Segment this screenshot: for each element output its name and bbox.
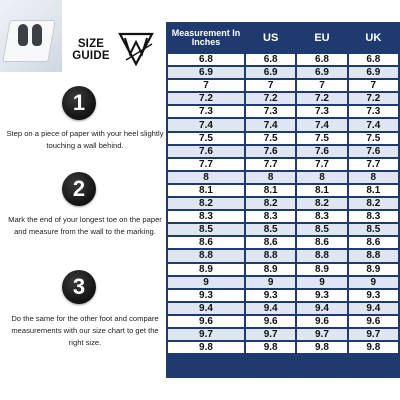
- cell-us: 7.7: [246, 159, 295, 170]
- table-row: [168, 146, 398, 157]
- cell-measurement: 9.8: [168, 342, 244, 353]
- size-guide-title: [70, 38, 112, 62]
- cell-us: 8.1: [246, 185, 295, 196]
- table-row: [168, 119, 398, 130]
- cell-measurement: 8.8: [168, 250, 244, 261]
- cell-measurement: 7.6: [168, 146, 244, 157]
- table-row: [168, 54, 398, 65]
- cell-us: 7: [246, 80, 295, 91]
- cell-uk: 7.6: [349, 146, 398, 157]
- cell-eu: 9.4: [297, 303, 346, 314]
- table-row: [168, 106, 398, 117]
- cell-uk: 8.8: [349, 250, 398, 261]
- table-row: [168, 303, 398, 314]
- cell-us: 6.9: [246, 67, 295, 78]
- table-row: [168, 316, 398, 327]
- cell-us: 6.8: [246, 54, 295, 65]
- cell-eu: 9: [297, 277, 346, 288]
- cell-us: 8.6: [246, 237, 295, 248]
- header-measurement: Measurement In Inches: [168, 24, 244, 52]
- header-eu: EU: [297, 24, 346, 52]
- scale-board: [2, 20, 55, 62]
- cell-eu: 9.8: [297, 342, 346, 353]
- cell-uk: 8: [349, 172, 398, 183]
- cell-measurement: 6.8: [168, 54, 244, 65]
- cell-uk: 9.7: [349, 329, 398, 340]
- foot-shape: [32, 24, 42, 46]
- cell-us: 7.4: [246, 119, 295, 130]
- cell-uk: 8.9: [349, 264, 398, 275]
- cell-uk: 6.9: [349, 67, 398, 78]
- cell-us: 7.5: [246, 133, 295, 144]
- cell-uk: 8.5: [349, 224, 398, 235]
- instructions-panel: [0, 0, 166, 400]
- table-row: [168, 329, 398, 340]
- cell-us: 9.4: [246, 303, 295, 314]
- cell-measurement: 9.4: [168, 303, 244, 314]
- brand-logo-icon: [116, 30, 156, 68]
- cell-measurement: 9: [168, 277, 244, 288]
- cell-eu: 8: [297, 172, 346, 183]
- cell-uk: 8.1: [349, 185, 398, 196]
- cell-measurement: 8.1: [168, 185, 244, 196]
- cell-eu: 7.4: [297, 119, 346, 130]
- step-1-text: Step on a piece of paper with your heel slightly touching a wall behind.: [6, 129, 164, 150]
- size-chart-header-row: [168, 24, 398, 52]
- cell-us: 8.2: [246, 198, 295, 209]
- table-row: [168, 185, 398, 196]
- cell-us: 8: [246, 172, 295, 183]
- cell-us: 9.3: [246, 290, 295, 301]
- cell-us: 9.6: [246, 316, 295, 327]
- cell-measurement: 8: [168, 172, 244, 183]
- cell-uk: 7.7: [349, 159, 398, 170]
- cell-measurement: 9.6: [168, 316, 244, 327]
- table-row: [168, 211, 398, 222]
- cell-uk: 9: [349, 277, 398, 288]
- cell-eu: 7.2: [297, 93, 346, 104]
- cell-us: 8.5: [246, 224, 295, 235]
- cell-measurement: 7.7: [168, 159, 244, 170]
- cell-eu: 8.3: [297, 211, 346, 222]
- cell-uk: 7.4: [349, 119, 398, 130]
- cell-us: 9.8: [246, 342, 295, 353]
- cell-measurement: 8.3: [168, 211, 244, 222]
- cell-measurement: 9.7: [168, 329, 244, 340]
- cell-measurement: 7.4: [168, 119, 244, 130]
- table-row: [168, 250, 398, 261]
- size-chart-body: [168, 54, 398, 353]
- table-row: [168, 93, 398, 104]
- step-2-text: Mark the end of your longest toe on the paper and measure from the wall to the marking.: [8, 215, 162, 236]
- cell-eu: 6.8: [297, 54, 346, 65]
- table-row: [168, 264, 398, 275]
- size-chart-table: [166, 22, 400, 355]
- header-us: US: [246, 24, 295, 52]
- cell-eu: 7.5: [297, 133, 346, 144]
- cell-eu: 9.7: [297, 329, 346, 340]
- cell-eu: 6.9: [297, 67, 346, 78]
- cell-eu: 7.6: [297, 146, 346, 157]
- cell-us: 7.6: [246, 146, 295, 157]
- cell-uk: 9.8: [349, 342, 398, 353]
- table-row: [168, 133, 398, 144]
- cell-measurement: 8.6: [168, 237, 244, 248]
- table-row: [168, 224, 398, 235]
- table-row: [168, 290, 398, 301]
- cell-us: 7.2: [246, 93, 295, 104]
- feet-on-scale-photo: [0, 0, 62, 72]
- cell-uk: 9.6: [349, 316, 398, 327]
- step-3-text: Do the same for the other foot and compare measurements with our size chart to get the right size.: [11, 314, 159, 347]
- cell-us: 8.8: [246, 250, 295, 261]
- cell-eu: 7: [297, 80, 346, 91]
- cell-measurement: 8.2: [168, 198, 244, 209]
- cell-uk: 9.3: [349, 290, 398, 301]
- cell-uk: 6.8: [349, 54, 398, 65]
- cell-eu: 8.1: [297, 185, 346, 196]
- cell-us: 9.7: [246, 329, 295, 340]
- table-row: [168, 80, 398, 91]
- cell-us: 9: [246, 277, 295, 288]
- size-guide-line1: SIZE: [77, 38, 105, 50]
- cell-eu: 8.6: [297, 237, 346, 248]
- cell-eu: 7.7: [297, 159, 346, 170]
- table-row: [168, 237, 398, 248]
- cell-eu: 8.2: [297, 198, 346, 209]
- cell-measurement: 7: [168, 80, 244, 91]
- cell-uk: 8.2: [349, 198, 398, 209]
- table-row: [168, 172, 398, 183]
- cell-measurement: 8.9: [168, 264, 244, 275]
- cell-eu: 9.3: [297, 290, 346, 301]
- cell-eu: 8.5: [297, 224, 346, 235]
- cell-measurement: 7.5: [168, 133, 244, 144]
- cell-uk: 7: [349, 80, 398, 91]
- table-row: [168, 159, 398, 170]
- step-2-badge: 2: [62, 172, 96, 206]
- cell-us: 8.9: [246, 264, 295, 275]
- cell-eu: 9.6: [297, 316, 346, 327]
- size-guide-line2: GUIDE: [72, 50, 110, 62]
- cell-eu: 7.3: [297, 106, 346, 117]
- cell-eu: 8.8: [297, 250, 346, 261]
- table-row: [168, 342, 398, 353]
- cell-measurement: 7.3: [168, 106, 244, 117]
- cell-measurement: 8.5: [168, 224, 244, 235]
- size-chart: [166, 22, 400, 378]
- cell-measurement: 9.3: [168, 290, 244, 301]
- cell-eu: 8.9: [297, 264, 346, 275]
- cell-us: 8.3: [246, 211, 295, 222]
- cell-uk: 8.3: [349, 211, 398, 222]
- cell-us: 7.3: [246, 106, 295, 117]
- cell-uk: 7.2: [349, 93, 398, 104]
- step-3-badge: 3: [62, 270, 96, 304]
- cell-measurement: 7.2: [168, 93, 244, 104]
- table-row: [168, 198, 398, 209]
- step-1-badge: 1: [62, 86, 96, 120]
- table-row: [168, 67, 398, 78]
- foot-shape: [18, 24, 28, 46]
- table-row: [168, 277, 398, 288]
- cell-measurement: 6.9: [168, 67, 244, 78]
- cell-uk: 8.6: [349, 237, 398, 248]
- cell-uk: 9.4: [349, 303, 398, 314]
- cell-uk: 7.5: [349, 133, 398, 144]
- cell-uk: 7.3: [349, 106, 398, 117]
- header-uk: UK: [349, 24, 398, 52]
